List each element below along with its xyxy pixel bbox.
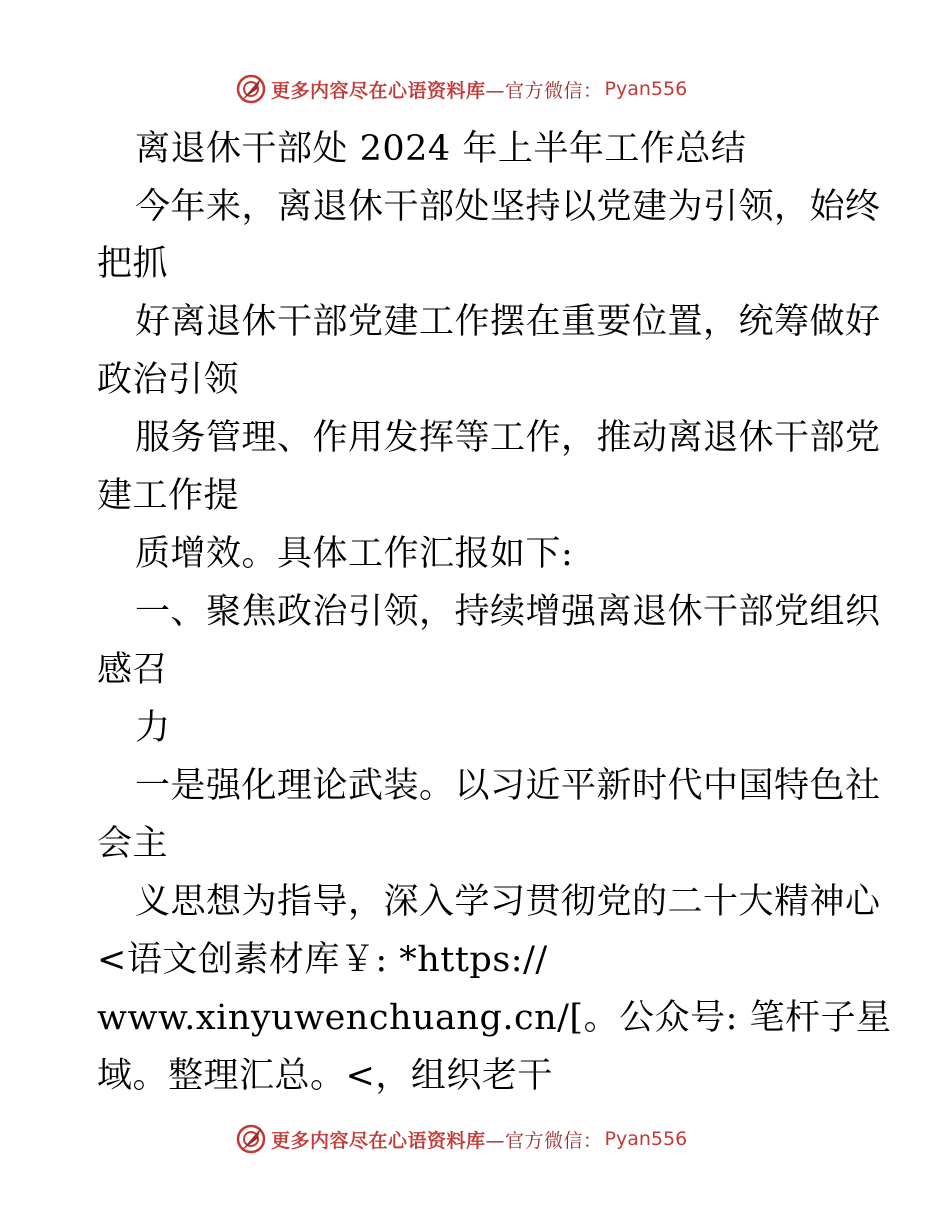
text-line: 政治引领	[97, 360, 240, 400]
text-line: 质增效。具体工作汇报如下:	[135, 534, 574, 574]
text-line: 今年来，离退休干部处坚持以党建为引领，始终	[135, 187, 881, 227]
text-line: 服务管理、作用发挥等工作，推动离退休干部党	[135, 418, 881, 458]
document-title: 离退休干部处 2024 年上半年工作总结	[135, 129, 747, 169]
quill-logo-icon	[235, 1123, 267, 1155]
banner-text: 更多内容尽在心语资料库	[271, 1129, 486, 1152]
text-line: 会主	[97, 824, 169, 864]
text-line: 感召	[97, 650, 169, 690]
banner-text: 更多内容尽在心语资料库	[271, 79, 486, 102]
text-line: www.xinyuwenchuang.cn/[。公众号: 笔杆子星	[97, 998, 892, 1038]
text-line: 义思想为指导，深入学习贯彻党的二十大精神心	[135, 882, 881, 922]
text-line: 力	[135, 708, 171, 748]
banner-separator: —官方微信：	[485, 79, 603, 102]
text-line: <语文创素材库￥: *https://	[97, 940, 548, 980]
text-line: 把抓	[97, 244, 169, 284]
footer-banner	[235, 1122, 687, 1156]
banner-wechat-id: Pyan556	[604, 1128, 688, 1150]
text-line: 一是强化理论武装。以习近平新时代中国特色社	[135, 766, 881, 806]
banner-separator: —官方微信：	[485, 1129, 603, 1152]
text-line: 好离退休干部党建工作摆在重要位置，统筹做好	[135, 302, 881, 342]
text-line: 域。整理汇总。<，组织老干	[97, 1056, 553, 1096]
section-heading: 一、聚焦政治引领，持续增强离退休干部党组织	[135, 592, 881, 632]
text-line: 建工作提	[97, 476, 240, 516]
banner-wechat-id: Pyan556	[604, 78, 688, 100]
